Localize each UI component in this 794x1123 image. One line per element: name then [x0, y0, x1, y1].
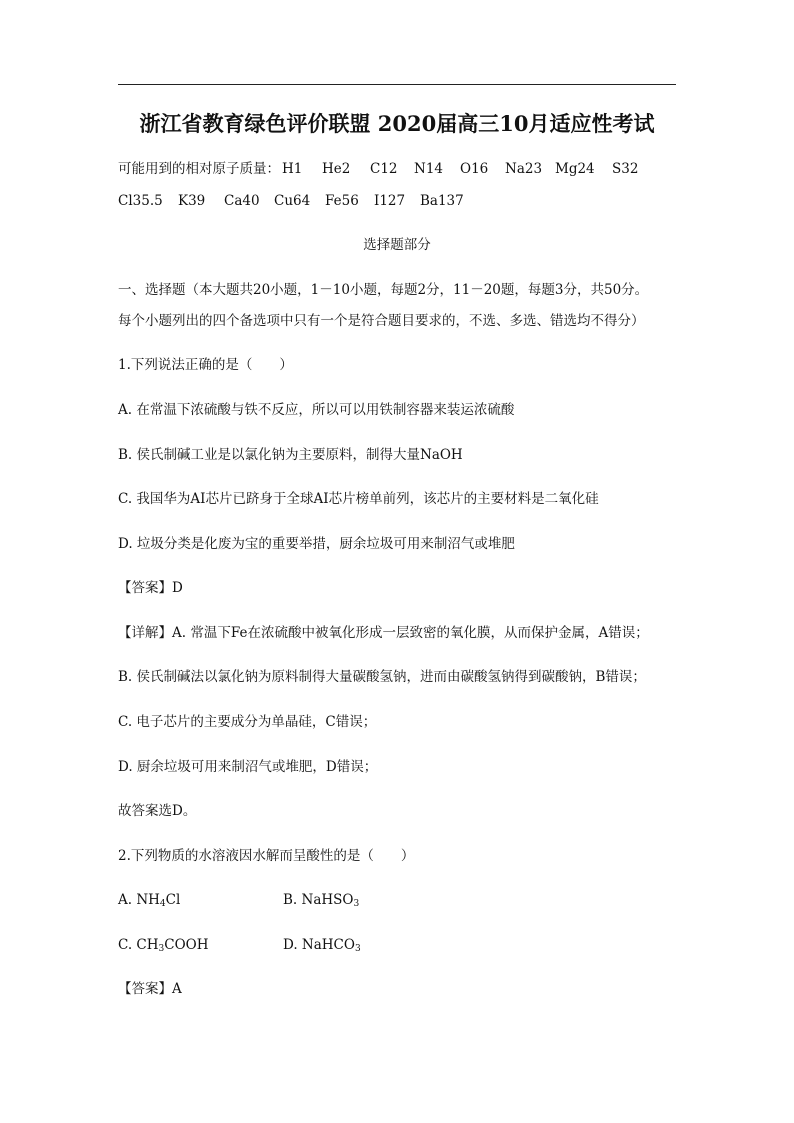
atomic-mass-item: Mg24 [555, 161, 595, 177]
explanation-line: B. 侯氏制碱法以氯化钠为原料制得大量碳酸氢钠，进而由碳酸氢钠得到碳酸钠，B错误； [118, 669, 646, 685]
option-a: A. 在常温下浓硫酸与铁不反应，所以可以用铁制容器来装运浓硫酸 [118, 402, 515, 418]
option-b: B. 侯氏制碱工业是以氯化钠为主要原料，制得大量NaOH [118, 447, 463, 463]
atomic-mass-item: Cl35.5 [118, 193, 163, 209]
explanation-line: D. 厨余垃圾可用来制沼气或堆肥，D错误； [118, 759, 378, 775]
explanation-conclusion: 故答案选D。 [118, 803, 197, 819]
header-rule [118, 84, 676, 85]
answer: 【答案】D [118, 580, 183, 596]
explanation-line: C. 电子芯片的主要成分为单晶硅，C错误； [118, 714, 377, 730]
option-a: A. $NH_4Cl$ [118, 892, 181, 909]
atomic-mass-item: K39 [178, 193, 206, 209]
answer: 【答案】A [118, 981, 182, 997]
atomic-mass-item: I127 [374, 193, 406, 209]
atomic-mass-item: S32 [612, 161, 639, 177]
atomic-masses-row1 [118, 160, 638, 178]
explanation-line: 【详解】A. 常温下Fe在浓硫酸中被氧化形成一层致密的氧化膜，从而保护金属，A错误； [118, 625, 649, 641]
atomic-mass-item: Ca40 [224, 193, 260, 209]
atomic-mass-item: Na23 [505, 161, 543, 177]
instructions-line: 一、选择题（本大题共20小题，1－10小题，每题2分，11－20题，每题3分，共50分。 [118, 282, 649, 298]
section-heading: 选择题部分 [363, 237, 431, 253]
option-b: B. NaHSO$_3$ [283, 892, 360, 909]
option-c: C. 我国华为AI芯片已跻身于全球AI芯片榜单前列，该芯片的主要材料是二氧化硅 [118, 491, 599, 507]
page-title: 浙江省教育绿色评价联盟 2020届高三10月适应性考试 [139, 111, 655, 136]
option-d: D. 垃圾分类是化废为宝的重要举措，厨余垃圾可用来制沼气或堆肥 [118, 536, 515, 552]
atomic-mass-item: H1 [282, 161, 303, 177]
question-stem: 2.下列物质的水溶液因水解而呈酸性的是（ ） [118, 848, 415, 864]
atomic-mass-label: 可能用到的相对原子质量： [118, 161, 280, 177]
option-c: C. $CH_3COOH$ [118, 937, 209, 954]
atomic-mass-item: Ba137 [420, 193, 464, 209]
question-stem: 1.下列说法正确的是（ ） [118, 357, 293, 373]
atomic-mass-item: C12 [370, 161, 398, 177]
atomic-mass-item: He2 [322, 161, 351, 177]
atomic-mass-item: Cu64 [274, 193, 311, 209]
atomic-mass-item: Fe56 [325, 193, 359, 209]
option-d: D. NaHCO$_3$ [283, 937, 361, 954]
atomic-masses-row2 [118, 192, 464, 210]
atomic-mass-item: O16 [460, 161, 489, 177]
atomic-mass-item: N14 [414, 161, 443, 177]
instructions-line: 每个小题列出的四个备选项中只有一个是符合题目要求的，不选、多选、错选均不得分） [118, 313, 645, 329]
